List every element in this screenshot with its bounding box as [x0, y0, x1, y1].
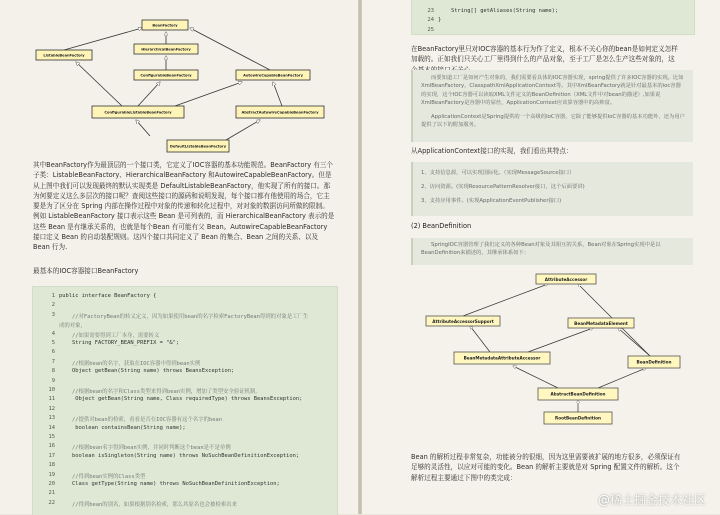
- right-paragraph-1: 在BeanFactory里只对IOC容器的基本行为作了定义，根本不关心你的bean是如何定义怎样加载的。正如我们只关心工厂里得到什么的产品对象，至于工厂是怎么生产这些对象的，这: [411, 45, 678, 64]
- code-line-number: 11: [48, 396, 55, 403]
- code-line-number: 1: [51, 293, 55, 299]
- code-line-text: }: [438, 17, 442, 24]
- code-line-text: //根据bean的名字和Class类型来得到bean实例，增加了类型安全验证机制。: [59, 389, 261, 395]
- code-line-number: 12: [48, 405, 55, 412]
- code-line-number: 8: [51, 368, 55, 375]
- code-line-number: 20: [48, 481, 55, 487]
- feature-item-1: 1、支持信息源，可以实现国际化。（实现MessageSource接口）: [421, 170, 575, 176]
- label-beanfactory: BeanFactory: [152, 23, 178, 28]
- label-root-bean-definition: RootBeanDefinition: [555, 415, 601, 421]
- feature-item-3: 3、支持应用事件。(实现ApplicationEventPublisher接口): [421, 198, 562, 204]
- right-code-block: [411, 0, 695, 35]
- code-line-number: 25: [427, 26, 434, 33]
- left-body-paragraph: 其中BeanFactory作为最顶层的一个接口类，它定义了IOC容器的基本功能规范。BeanFactory 有三个子类：ListableBeanFactory、HierarchicalBeanFactory 和AutowireCapableBeanFactory。但是从上图中我们可以发现最终的默认实现类是 DefaultListableBeanFactory，他实现了所有的接口。那为何要定义这么多层次的接口呢？查阅这些接口的源码和说明发现，每个接口都有他使用的场合，它主要是为了区分在 Spring 内部在操作过程中对象的传递和转化过程中，对对象的数据访问所做的限制。例如 ListableBeanFactory 接口表示这些 Bean 是可列表的，而 HierarchicalBeanFactory 表示的是这些 Bean 是有继承关系的，也就是每个Bean 有可能有父 Bean。AutowireCapableBeanFactory 接口定义 Bean 的自动装配规则。这四个接口共同定义了 Bean 的集合、Bean 之间的关系、以及 Bean 行为.: [33, 161, 335, 252]
- quote-ioc-impl-text: 而要知道工厂是如何产生对象的，我们需要看具体的IOC容器实现，spring提供了许多IOC容器的实现。比如XmlBeanFactory，ClasspathXmlApplicationContext等。其中XmlBeanFactory就是针对最基本的ioc容器的实现，这个IOC容器可以读取XML文件定义的BeanDefinition（XML文件中对bean的描述）,如果说XmlBeanFactory是容器中的屌丝，ApplicationContext应该算容器中的高帅富。: [421, 75, 684, 107]
- code-line-number: 22: [48, 499, 55, 506]
- code-line-text: //如果需要得到工厂本身，需要转义: [59, 332, 160, 339]
- label-abstract-bean-definition: AbstractBeanDefinition: [550, 391, 606, 397]
- label-configurable-listable: ConfigurableListableBeanFactory: [104, 110, 172, 115]
- label-listable: ListableBeanFactory: [43, 53, 85, 58]
- quote-appcontext-text: ApplicationContext是Spring提供的一个高级的IoC容器，它除了能够提供IoC容器的基本功能外，还为用户提供了以下的附加服务。: [421, 113, 685, 129]
- left-subheading: 最基本的IOC容器接口BeanFactory: [33, 267, 139, 275]
- label-abstract-autowire: AbstractAutowireCapableBeanFactory: [241, 110, 319, 115]
- code-line-text: //得到bean的别名，如果根据别名检索，那么其原名也会被检索出来: [59, 501, 238, 508]
- code-line-number: 23: [427, 8, 434, 14]
- code-line-text: String FACTORY_BEAN_PREFIX = "&";: [59, 340, 180, 346]
- code-line-number: 10: [48, 387, 55, 393]
- code-line-text: //根据bean的名字，获取在IOC容器中得到bean实例: [59, 360, 201, 367]
- label-hierarchical: HierarchicalBeanFactory: [141, 47, 191, 52]
- code-line-text: //对FactoryBean的转义定义，因为如果使用bean的名字检索FactoryBean得到的对象是工厂生: [59, 313, 309, 320]
- code-line-text: String[] getAliases(String name);: [438, 8, 559, 14]
- label-bean-definition: BeanDefinition: [636, 359, 672, 365]
- quote-features: [411, 162, 693, 216]
- code-line-number: 13: [48, 415, 55, 422]
- code-line-number: 19: [48, 471, 55, 478]
- code-line-text: Object getBean(String name) throws BeansException;: [59, 368, 235, 375]
- left-code-block: [32, 286, 338, 515]
- label-attribute-accessor-support: AttributeAccessorSupport: [432, 318, 494, 324]
- code-line-number: 21: [48, 490, 55, 497]
- beandefinition-class-diagram: [418, 270, 688, 440]
- code-line-text: Object getBean(String name, Class requiredType) throws BeansException;: [59, 396, 303, 403]
- code-line-text: //提供对bean的检索，看看是否在IOC容器有这个名字的bean: [59, 417, 222, 424]
- label-attribute-accessor: AttributeAccessor: [544, 276, 588, 282]
- code-line-number: 4: [51, 330, 55, 337]
- quote-beandefinition: [411, 238, 693, 265]
- label-bean-metadata-attribute-accessor: BeanMetadataAttributeAccessor: [463, 355, 541, 361]
- beandefinition-heading: (2) BeanDefinition: [411, 222, 472, 230]
- code-line-text: boolean containsBean(String name);: [59, 424, 186, 431]
- code-line-number: 18: [48, 462, 55, 469]
- code-line-number: 16: [48, 443, 55, 450]
- code-line-number: 17: [48, 452, 55, 459]
- label-bean-metadata-element: BeanMetadataElement: [574, 320, 628, 326]
- label-default-listable: DefaultListableBeanFactory: [169, 144, 227, 149]
- code-line-text: public interface BeanFactory {: [59, 293, 157, 299]
- code-line-text: 成的对象，: [59, 323, 86, 330]
- code-line-text: boolean isSingleton(String name) throws NoSuchBeanDefinitionException;: [59, 452, 300, 459]
- code-line-number: 9: [51, 377, 55, 384]
- right-paragraph-2: 从ApplicationContext接口的实现，我们看出其特点：: [411, 147, 573, 155]
- code-line-number: 5: [51, 340, 55, 346]
- code-line-text: //根据bean名字得到bean实例，并同时判断这个bean是不是单例: [59, 445, 231, 452]
- code-line-number: 7: [51, 358, 55, 365]
- right-paragraph-3: Bean 的解析过程非常复杂，功能被分的很细，因为这里需要被扩展的地方很多，必须保证有足够的灵活性，以应对可能的变化。Bean 的解析主要就是对 Spring 配置文件的解析。这个解析过程主要通过下图中的类完成：: [411, 453, 681, 482]
- code-line-number: 14: [48, 424, 55, 431]
- quote-ioc-impl: [411, 70, 693, 142]
- code-line-text: //得到bean实例的Class类型: [59, 473, 146, 480]
- code-line-number: 3: [51, 311, 55, 318]
- code-line-text: Class getType(String name) throws NoSuchBeanDefinitionException;: [59, 481, 280, 487]
- beanfactory-class-diagram: [30, 14, 330, 164]
- code-line-number: 24: [427, 17, 434, 24]
- code-line-number: 6: [51, 349, 55, 356]
- feature-item-2: 2、访问资源。(实现ResourcePatternResolver接口，这个后面要讲): [421, 184, 585, 190]
- code-line-number: 15: [48, 434, 55, 440]
- site-watermark: @稀土掘金技术社区: [597, 493, 706, 507]
- label-autowire: AutowireCapableBeanFactory: [243, 73, 303, 78]
- label-configurable: ConfigurableBeanFactory: [140, 73, 192, 78]
- book-spine: [358, 0, 362, 514]
- code-line-number: 2: [51, 302, 55, 309]
- quote-beandefinition-text: SpringIOC容器管理了我们定义的各种Bean对象及其相互的关系，Bean对象在Spring实现中是以BeanDefinition来描述的，其继承体系如下：: [421, 242, 661, 257]
